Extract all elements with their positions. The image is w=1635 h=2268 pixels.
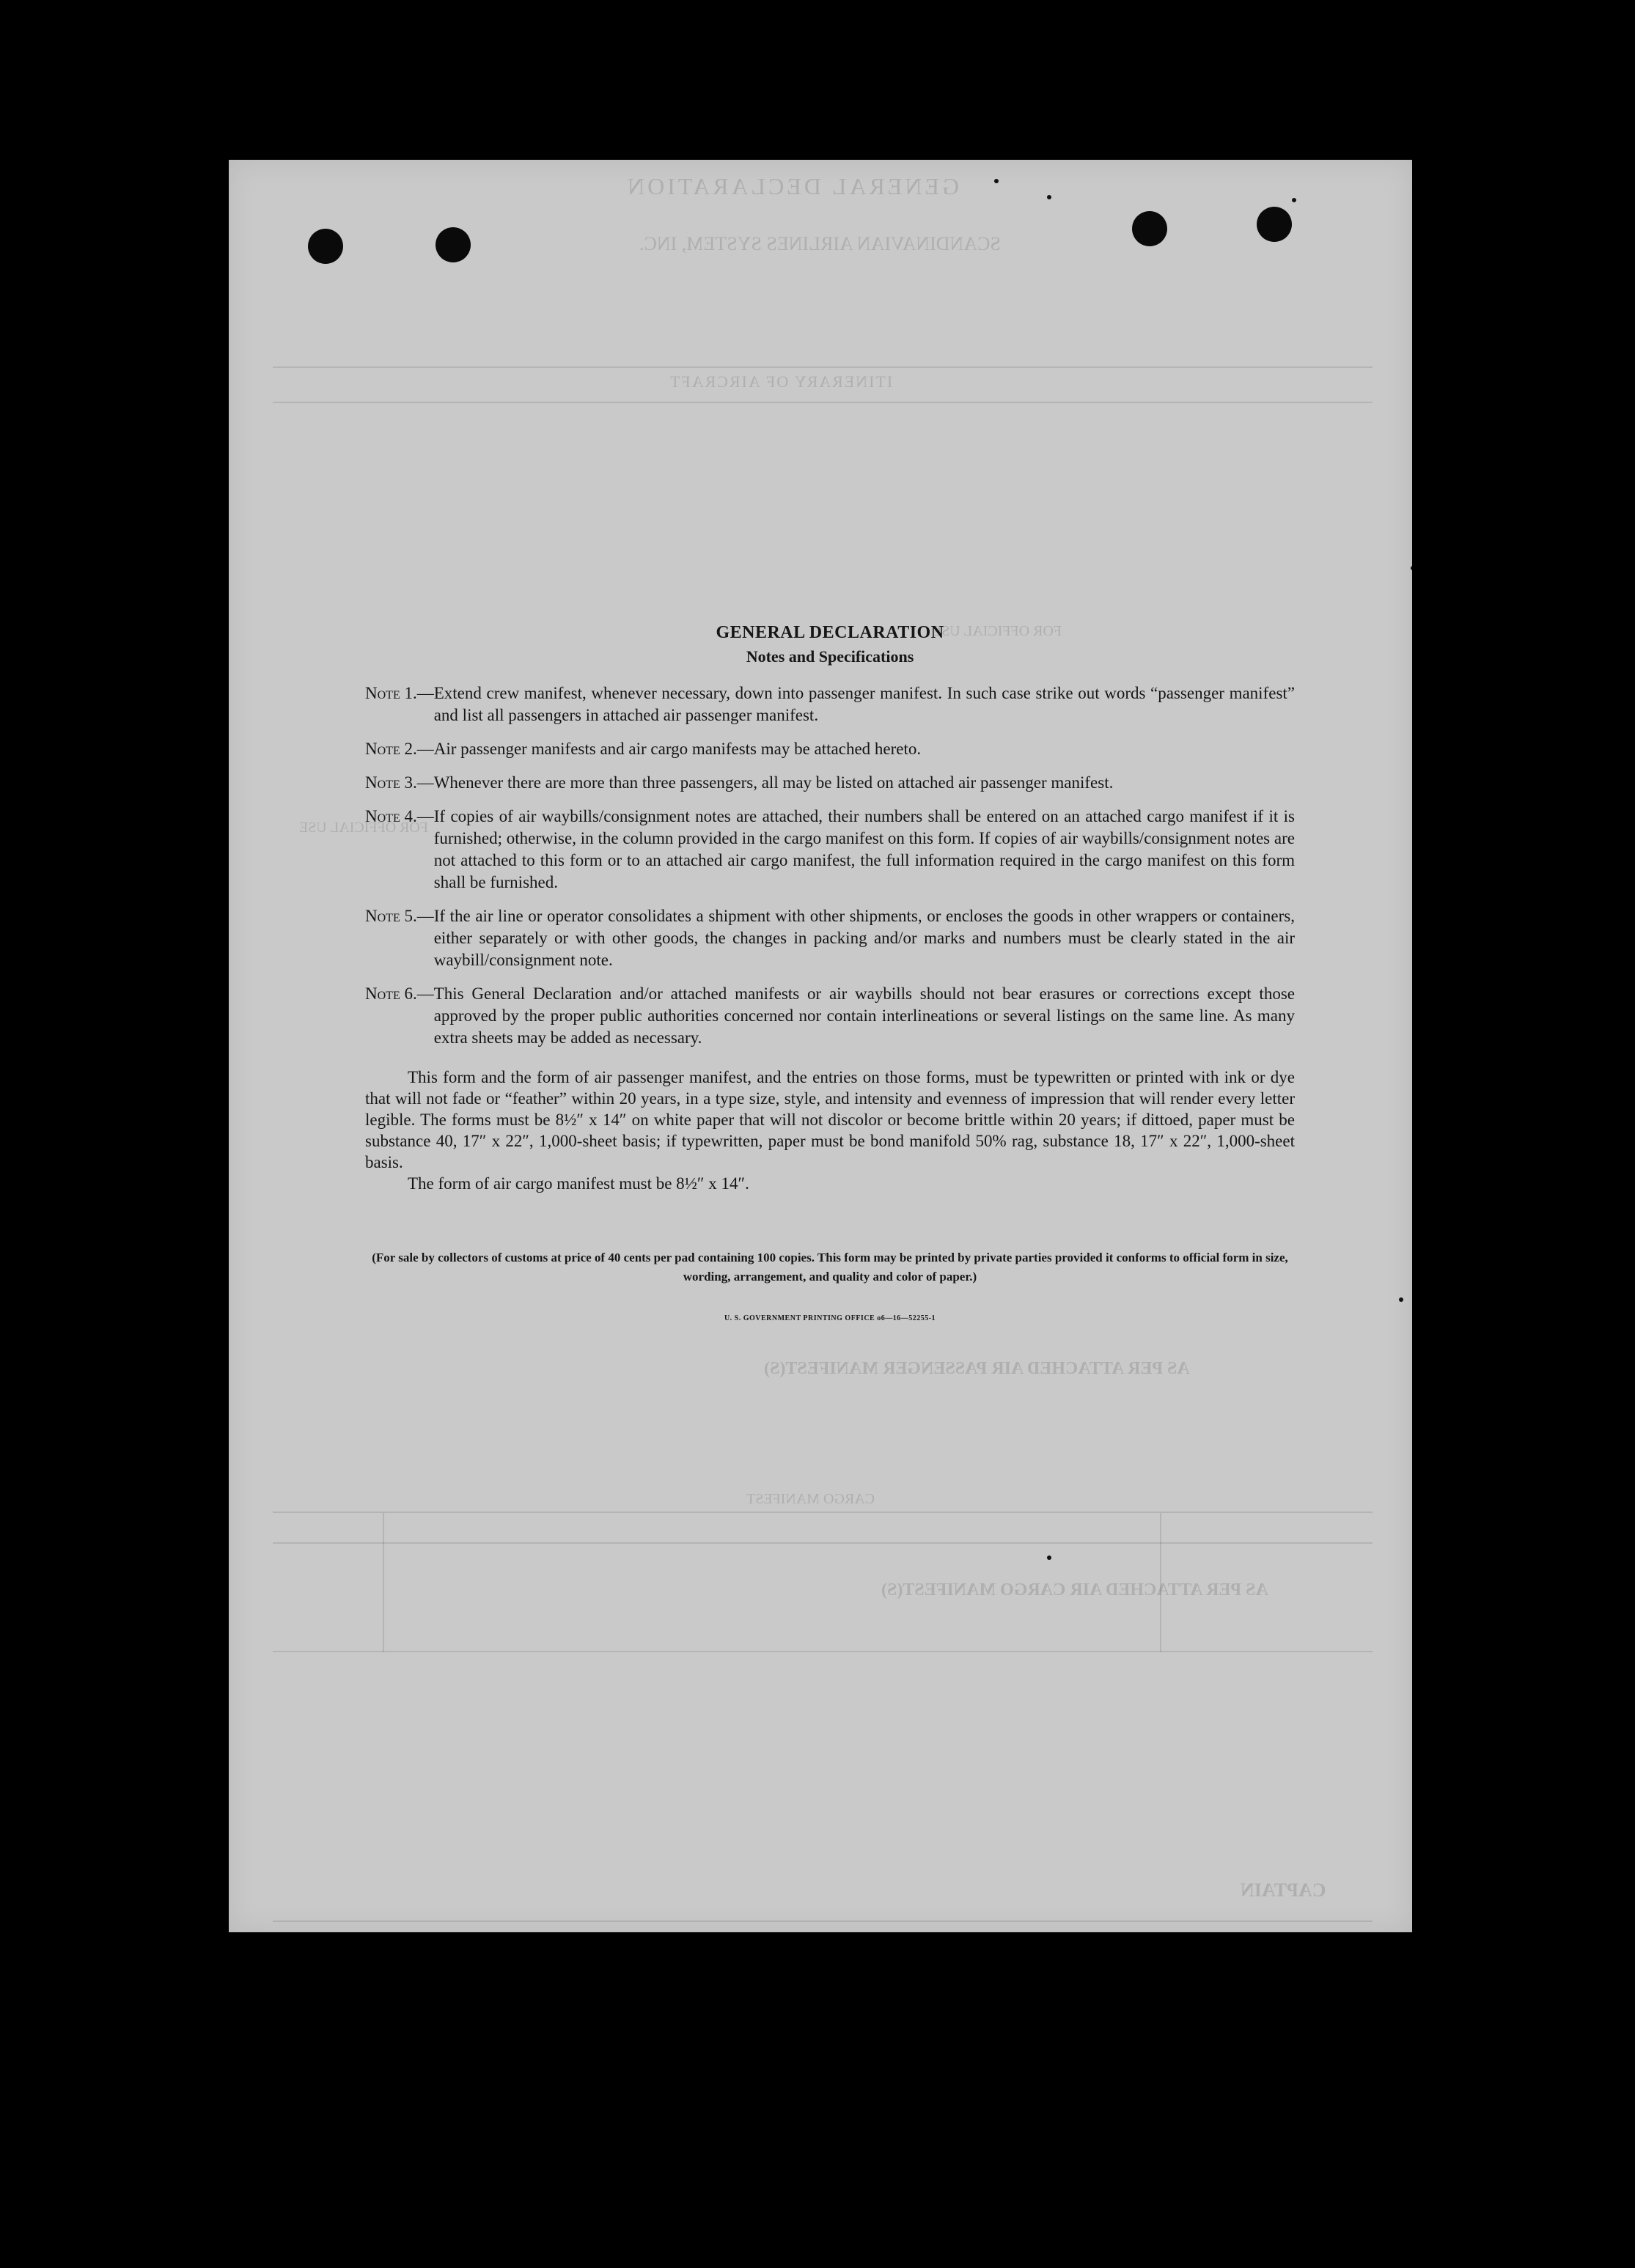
note-label: Note 5.— [365, 907, 434, 925]
note-label: Note 4.— [365, 807, 434, 825]
note-text: Extend crew manifest, whenever necessary, down into passenger manifest. In such case strike out words “passenger manifest” and list all passengers in attached air passenger manifest. [433, 684, 1295, 724]
bleed-through-rule [273, 1512, 1373, 1513]
ink-speck [1047, 195, 1051, 199]
ink-speck [1399, 1297, 1403, 1302]
printing-office-imprint: U. S. GOVERNMENT PRINTING OFFICE o6—16—52255-1 [724, 1314, 936, 1322]
bleed-through-rule [273, 367, 1373, 368]
note-label: Note 2.— [365, 740, 434, 758]
note-5 [365, 905, 1295, 971]
paper-specification-paragraph: This form and the form of air passenger manifest, and the entries on those forms, must be typewritten or printed with ink or dye that will not fade or “feather” within 20 years, in a type size, style, and intensity and evenness of impression that will render every letter legible. The forms must be 8½″ x 14″ on white paper that will not discolor or become brittle within 20 years; if dittoed, paper must be substance 40, 17″ x 22″, 1,000-sheet basis; if typewritten, paper must be bond manifold 50% rag, substance 18, 17″ x 22″, 1,000-sheet basis. [365, 1068, 1295, 1171]
note-2 [365, 738, 1295, 760]
bleed-through-column [1160, 1513, 1161, 1652]
note-6 [365, 983, 1295, 1049]
bleed-through-cargo-manifest: AS PER ATTACHED AIR CARGO MANIFEST(S) [881, 1580, 1268, 1599]
bleed-through-rule [273, 1651, 1373, 1652]
punch-hole [308, 229, 343, 264]
note-text: Air passenger manifests and air cargo manifests may be attached hereto. [433, 740, 922, 758]
bleed-through-operator: SCANDINAVIAN AIRLINES SYSTEM, INC. [639, 233, 1001, 254]
sale-notice: (For sale by collectors of customs at price of 40 cents per pad containing 100 copies. This form may be printed by private parties provided it conforms to official form in size, wording, arrangement, and quality and color of paper.) [372, 1251, 1288, 1284]
ink-speck [1292, 198, 1296, 202]
bleed-through-official-use: FOR OFFICIAL USE [933, 623, 1062, 639]
note-1 [365, 682, 1295, 726]
bleed-through-passenger-manifest: AS PER ATTACHED AIR PASSENGER MANIFEST(S) [764, 1359, 1190, 1378]
cargo-manifest-size-paragraph: The form of air cargo manifest must be 8½″ x 14″. [408, 1174, 749, 1193]
ink-speck [1411, 566, 1412, 570]
bleed-through-captain: CAPTAIN [1241, 1879, 1326, 1901]
punch-hole [436, 227, 471, 262]
note-label: Note 6.— [365, 984, 434, 1003]
note-text: If the air line or operator consolidates a shipment with other shipments, or encloses the goods in other wrappers or containers, either separately or with other goods, the changes in packing and/or marks and numbers must be clearly stated in the air waybill/consignment note. [433, 907, 1295, 969]
note-text: Whenever there are more than three passengers, all may be listed on attached air passenger manifest. [433, 773, 1114, 792]
document-page [229, 160, 1412, 1932]
note-label: Note 1.— [365, 684, 434, 702]
note-label: Note 3.— [365, 773, 434, 792]
ink-speck [1047, 1555, 1051, 1560]
bleed-through-rule [273, 1921, 1373, 1922]
bleed-through-cargo-heading: CARGO MANIFEST [746, 1491, 875, 1507]
note-3 [365, 772, 1295, 794]
bleed-through-official-use: FOR OFFICIAL USE [299, 820, 428, 836]
ink-speck [994, 179, 999, 183]
note-text: This General Declaration and/or attached manifests or air waybills should not bear erasures or corrections except those approved by the proper public authorities concerned nor contain interlineations or several listings on the same line. As many extra sheets may be added as necessary. [433, 984, 1295, 1047]
document-subtitle: Notes and Specifications [746, 647, 914, 666]
document-title: GENERAL DECLARATION [716, 623, 944, 642]
bleed-through-title: GENERAL DECLARATION [625, 173, 960, 199]
punch-hole [1257, 207, 1292, 242]
bleed-through-itinerary: ITINERARY OF AIRCRAFT [669, 372, 893, 391]
punch-hole [1132, 211, 1167, 246]
bleed-through-rule [273, 402, 1373, 403]
general-declaration-notes [365, 623, 1295, 1322]
bleed-through-rule [273, 1542, 1373, 1544]
bleed-through-column [383, 1513, 384, 1652]
note-text: If copies of air waybills/consignment notes are attached, their numbers shall be entered on an attached cargo manifest if it is furnished; otherwise, in the column provided in the cargo manifest on this form. If copies of air waybills/consignment notes are not attached to this form or to an attached air cargo manifest, the full information required in the cargo manifest on this form shall be furnished. [433, 807, 1295, 891]
note-4 [365, 806, 1295, 894]
